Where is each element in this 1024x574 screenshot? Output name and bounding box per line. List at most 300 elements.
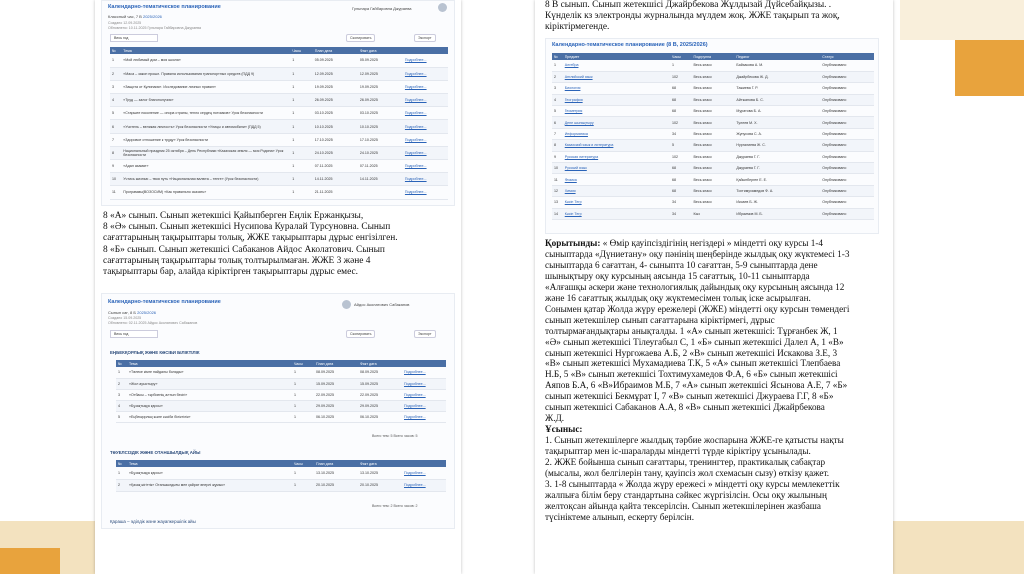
- deco-bar-top-right: [955, 40, 1024, 96]
- body-line: [545, 293, 891, 304]
- table-cell: Опубликовано: [820, 197, 874, 208]
- table-cell: 03.10.2025: [313, 107, 358, 120]
- table-cell: 24.10.2025: [358, 146, 403, 159]
- pager-1: Всего тем: 5 Всего часов: 5: [372, 434, 418, 438]
- table-row: [110, 54, 448, 67]
- table-cell: 17.10.2025: [313, 133, 358, 146]
- table-cell: «Төлеке кімге пайдалы болады»: [127, 367, 292, 378]
- table-cell: Весь класс: [692, 106, 735, 117]
- table-cell: Опубликовано: [820, 94, 874, 105]
- ktp2-class-line: [108, 310, 156, 315]
- period-select[interactable]: Весь год: [110, 330, 158, 338]
- table-cell: 1: [290, 94, 313, 107]
- table-cell: 7: [110, 133, 121, 146]
- table-row: [552, 106, 874, 117]
- table-cell: Весь класс: [692, 60, 735, 71]
- table-cell: 1: [292, 467, 314, 479]
- row-link[interactable]: Подробнее...: [402, 467, 446, 479]
- body-text: түсініктеме алынып, ескерту берілсін.: [545, 511, 695, 522]
- column-header: [402, 360, 446, 367]
- table-cell: 11: [552, 174, 563, 185]
- deco-bar-bottom-right: [893, 521, 1024, 574]
- table-cell: 1: [290, 173, 313, 186]
- column-header: Предмет: [563, 53, 670, 60]
- row-link[interactable]: Подробнее...: [403, 54, 448, 67]
- table-cell: 05.09.2025: [358, 54, 403, 67]
- body-line: [545, 260, 891, 271]
- table-cell: 4: [116, 400, 127, 411]
- table-cell: Муратова Б. А.: [734, 106, 820, 117]
- table-cell: Джураева Г. Г.: [734, 151, 820, 162]
- table-row: [110, 146, 448, 159]
- table-cell: 2: [116, 378, 127, 389]
- row-link[interactable]: Физика: [563, 174, 670, 185]
- table-row: [552, 117, 874, 128]
- table-cell: 21.11.2025: [313, 186, 358, 199]
- body-line: [545, 271, 891, 282]
- ktp2-class: Сынып сағ, 8 Б: [108, 310, 136, 315]
- table-cell: 68: [670, 83, 691, 94]
- table-cell: 19.09.2025: [313, 80, 358, 93]
- row-link[interactable]: Кәсіп Тегр: [563, 208, 670, 219]
- table-row: [110, 94, 448, 107]
- table-cell: «Жол ауыстыру»: [127, 378, 292, 389]
- avatar: [342, 300, 351, 309]
- ktp-class: Классный час, 7 В: [108, 14, 142, 19]
- body-line: [545, 501, 891, 512]
- table-cell: «Отбасы – тәрбиенің алтын бесігі»: [127, 389, 292, 400]
- table-cell: 8: [552, 140, 563, 151]
- ktp-table: [110, 47, 448, 200]
- row-link[interactable]: Геометрия: [563, 106, 670, 117]
- body-text: Сонымен қатар Жолда жүру ережелері (ЖЖЕ) міндетті оқу курсын төмендегі: [545, 303, 850, 314]
- body-text: «Ә» сынып жетекшісі Тілеугабыл С, 1 «Б» сынып жетекшісі Далел А, 1 «В»: [545, 336, 844, 347]
- body-line: [545, 304, 891, 315]
- body-text: 1. Сынып жетекшілерге жылдық тәрбие жоспарына ЖЖЕ-ге қатысты нақты: [545, 435, 844, 446]
- column-header: [402, 460, 446, 467]
- table-cell: 1: [290, 133, 313, 146]
- table-cell: 13.10.2025: [358, 467, 402, 479]
- table-row: [552, 197, 874, 208]
- table-cell: 68: [670, 185, 691, 196]
- copy-button[interactable]: Скопировать: [346, 330, 375, 338]
- body-line: [545, 249, 891, 260]
- table-cell: Джураева Г. Г.: [734, 163, 820, 174]
- table-row: [110, 120, 448, 133]
- table-cell: 68: [670, 106, 691, 117]
- row-link[interactable]: Подробнее...: [403, 160, 448, 173]
- table-cell: 1: [290, 146, 313, 159]
- table-cell: 1: [290, 80, 313, 93]
- column-header: [403, 47, 448, 54]
- body-text: жалпыға білім беру стандартына сәйкес жүргізілсін. Осы оқу жылының: [545, 489, 827, 500]
- row-link[interactable]: Русская литература: [563, 151, 670, 162]
- table-cell: 5: [670, 140, 691, 151]
- table-row: [552, 71, 874, 82]
- table-row: [110, 160, 448, 173]
- column-header: Статус: [820, 53, 874, 60]
- body-heading: Ұсыныс:: [545, 424, 583, 435]
- table-cell: 11: [110, 186, 121, 199]
- table-row: [110, 173, 448, 186]
- table-cell: 14.11.2025: [313, 173, 358, 186]
- table-cell: 2: [116, 479, 127, 491]
- table-cell: Опубликовано: [820, 163, 874, 174]
- para-line: сағаттарының тақырыптары толық толтырылмаған. ЖЖЕ 3 және 4: [103, 255, 371, 266]
- column-header: План дата: [314, 360, 358, 367]
- table-cell: 10: [110, 173, 121, 186]
- table-cell: 12: [552, 185, 563, 196]
- table-cell: 17.10.2025: [358, 133, 403, 146]
- table-cell: 102: [670, 71, 691, 82]
- column-header: План дата: [314, 460, 358, 467]
- table-cell: 19.09.2025: [358, 80, 403, 93]
- table-cell: Опубликовано: [820, 140, 874, 151]
- body-line: [545, 337, 891, 348]
- table-cell: 20.10.2025: [358, 479, 402, 491]
- table-row: [552, 128, 874, 139]
- table-cell: Опубликовано: [820, 83, 874, 94]
- table-cell: «Мой любимый дом – моя школа»: [121, 54, 290, 67]
- table-cell: 22.09.2025: [358, 389, 402, 400]
- table-cell: 1: [292, 367, 314, 378]
- body-line: [545, 424, 891, 435]
- table-cell: 3: [116, 389, 127, 400]
- table-cell: 34: [670, 128, 691, 139]
- body-text: шынықтыру оқу курсының аясында 15 сағаттық, 10-11 сыныптарда: [545, 270, 810, 281]
- period-select[interactable]: Весь год: [110, 34, 158, 42]
- row-link[interactable]: Подробнее...: [403, 173, 448, 186]
- table-cell: 4: [552, 94, 563, 105]
- table-row: [552, 185, 874, 196]
- table-cell: Весь класс: [692, 117, 735, 128]
- ktp-created: Создано 12.09.2025: [108, 21, 142, 25]
- row-link[interactable]: Подробнее...: [403, 186, 448, 199]
- table-cell: 1: [670, 60, 691, 71]
- section-title-2: ТӘУЕЛСІЗДІК ЖӘНЕ ОТАНШЫЛДЫҚ АЙЫ: [110, 450, 201, 455]
- table-cell: «Адал азамат»: [121, 160, 290, 173]
- table-cell: 1: [292, 378, 314, 389]
- column-header: Тема: [127, 460, 292, 467]
- row-link[interactable]: Подробнее...: [403, 107, 448, 120]
- row-link[interactable]: Подробнее...: [403, 146, 448, 159]
- body-text: тақырыптар мен іс-шараларды міндетті түрде кіріктіру ұсынылады.: [545, 446, 811, 457]
- table-cell: «Здоровое отношение к труду» Урок безопасности: [121, 133, 290, 146]
- table-cell: [358, 186, 403, 199]
- table-cell: 7: [552, 128, 563, 139]
- avatar: [438, 3, 447, 12]
- body-text: Н.Б, 5 «В» сынып жетекшісі Тохтимухамедов Ф.А, 6 «Б» сынып жетекшісі: [545, 369, 838, 380]
- body-text: «В» сынып жетекшісі Мухамадиева Т.К, 5 «А» сынып жетекшісі Тлепбаева: [545, 358, 841, 369]
- column-header: №: [110, 47, 121, 54]
- table-cell: Весь класс: [692, 174, 735, 185]
- table-cell: Опубликовано: [820, 60, 874, 71]
- ktp2-updated: Обновлено: 02.11.2025 Айдос Аколатович Сабаканов: [108, 321, 198, 325]
- column-header: Часы: [290, 47, 313, 54]
- intro-line: 8 В сынып. Сынып жетекшісі Джайрбекова Жұлдызай Дүйсебайқызы. .: [545, 0, 832, 10]
- ktp2-year: 2025/2026: [137, 310, 157, 315]
- table-cell: 1: [552, 60, 563, 71]
- column-header: Тема: [121, 47, 290, 54]
- table-cell: Опубликовано: [820, 151, 874, 162]
- table-cell: 102: [670, 151, 691, 162]
- table-cell: 4: [110, 94, 121, 107]
- body-text: толтырмағандықтары анықталды. 1 «А» сынып жетекшісі: Тұрғанбек Ж, 1: [545, 325, 838, 336]
- table-cell: 22.09.2025: [314, 389, 358, 400]
- body-text: « Өмір қауіпсіздігінің негіздері » міндетті оқу курсы 1-4: [600, 238, 823, 248]
- intro-line: кіріктірмегенде.: [545, 22, 610, 33]
- column-header: Факт дата: [358, 460, 402, 467]
- table-cell: 08.09.2025: [358, 367, 402, 378]
- ktp2-teacher: Айдос Аколатович Сабаканов: [354, 302, 410, 307]
- right-intro: [545, 0, 889, 34]
- para-line: 8 «А» сынып. Сынып жетекшісі Қайыпберген Еңлік Ержанқызы,: [103, 211, 364, 221]
- body-text: сынып жетекшісі Нургожаева А.Б, 2 «В» сынып жетекшісі Искакова З.Е, 3: [545, 347, 838, 358]
- column-header: №: [116, 360, 127, 367]
- column-header: Часы: [292, 460, 314, 467]
- table-cell: 08.09.2025: [314, 367, 358, 378]
- table-row: [116, 467, 446, 479]
- row-link[interactable]: Химия: [563, 185, 670, 196]
- table-cell: «Қазақ жігіттік» Отаншылдығы мен қайрат өнерлі жұмыс»: [127, 479, 292, 491]
- table-cell: 102: [670, 117, 691, 128]
- table-row: [552, 174, 874, 185]
- table-cell: Тулеев М. Х.: [734, 117, 820, 128]
- table-cell: 5: [552, 106, 563, 117]
- table-row: [110, 186, 448, 199]
- body-text: (мысалы, жол белгілерін тану, қауіпсіз жол схемасын сызу) өткізу қажет.: [545, 468, 830, 479]
- table-row: [552, 208, 874, 219]
- column-header: №: [116, 460, 127, 467]
- copy-button[interactable]: Скопировать: [346, 34, 375, 42]
- table-row: [110, 133, 448, 146]
- body-line: [545, 402, 891, 413]
- table-cell: 1: [110, 54, 121, 67]
- table-row: [116, 378, 446, 389]
- ktp2-table-2: [116, 460, 446, 492]
- table-cell: 2: [552, 71, 563, 82]
- body-text: Аяпов Б.А, 6 «В»Ибраимов М.Б, 7 «А» сынып жетекшісі Ясынова А.Е, 7 «Б»: [545, 380, 848, 391]
- row-link[interactable]: Подробнее...: [403, 133, 448, 146]
- row-link[interactable]: Подробнее...: [403, 120, 448, 133]
- row-link[interactable]: Подробнее...: [402, 479, 446, 491]
- table-cell: Национальный праздник 25 октября – День Республики «Казахская земля — моя Родина» Урок безопасности: [121, 146, 290, 159]
- column-header: План дата: [313, 47, 358, 54]
- body-line: [545, 282, 891, 293]
- body-line: [545, 315, 891, 326]
- screenshot-ktp-8b: [101, 293, 455, 529]
- body-text: және 16 сағаттық жылдық оқу жүктемесімен толық іске асырылған.: [545, 292, 811, 303]
- body-line: [545, 391, 891, 402]
- para-line: сағаттарының тақырыптары толық, ЖЖЕ тақырыптары дұрыс енгізілген.: [103, 233, 398, 244]
- table-cell: 6: [552, 117, 563, 128]
- row-link[interactable]: Русский язык: [563, 163, 670, 174]
- row-link[interactable]: Подробнее...: [403, 94, 448, 107]
- row-link[interactable]: Подробнее...: [402, 411, 446, 422]
- table-cell: Джайрбекова Ж. Д.: [734, 71, 820, 82]
- table-cell: «Труд — залог благополучия»: [121, 94, 290, 107]
- table-cell: 9: [110, 160, 121, 173]
- right-body: [545, 238, 891, 523]
- table-cell: Тажиева Г. Р.: [734, 83, 820, 94]
- body-line: [545, 369, 891, 380]
- body-line: [545, 238, 891, 249]
- table-cell: 15.09.2025: [314, 378, 358, 389]
- row-link[interactable]: Подробнее...: [402, 378, 446, 389]
- table-cell: Весь класс: [692, 197, 735, 208]
- table-cell: Весь класс: [692, 185, 735, 196]
- table-cell: 14: [552, 208, 563, 219]
- table-cell: 07.11.2025: [358, 160, 403, 173]
- row-link[interactable]: Подробнее...: [402, 400, 446, 411]
- body-line: [545, 457, 891, 468]
- table-cell: 12.09.2025: [358, 67, 403, 80]
- body-text: 2. ЖЖЕ бойынша сынып сағаттары, тренингтер, практикалық сабақтар: [545, 457, 826, 468]
- column-header: Факт дата: [358, 360, 402, 367]
- export-button[interactable]: Экспорт: [414, 34, 436, 42]
- table-cell: 1: [290, 107, 313, 120]
- table-row: [116, 411, 446, 422]
- row-link[interactable]: Подробнее...: [402, 389, 446, 400]
- row-link[interactable]: Дене шынықтыру: [563, 117, 670, 128]
- body-line: [545, 380, 891, 391]
- table-cell: Иксаев Б. Ж.: [734, 197, 820, 208]
- table-cell: 34: [670, 208, 691, 219]
- table-cell: 1: [290, 54, 313, 67]
- table-cell: Учтись жизнью – твоя путь «Национальная валюта – тенге» (Урок безопасности): [121, 173, 290, 186]
- column-header: Тема: [127, 360, 292, 367]
- table-cell: 1: [116, 467, 127, 479]
- table-cell: 1: [292, 479, 314, 491]
- table-cell: Қайыпберген Е. Е.: [734, 174, 820, 185]
- table-cell: Опубликовано: [820, 174, 874, 185]
- table-cell: 5: [110, 107, 121, 120]
- ktp2-created: Создано 15.09.2025: [108, 316, 142, 320]
- table-cell: «Защита от Кулинаия». Исследование личных правил»: [121, 80, 290, 93]
- table-cell: 1: [292, 411, 314, 422]
- table-cell: 20.10.2025: [314, 479, 358, 491]
- table-cell: Весь класс: [692, 140, 735, 151]
- row-link[interactable]: Подробнее...: [403, 67, 448, 80]
- table-cell: Жунусова С. А.: [734, 128, 820, 139]
- table-cell: 15.09.2025: [358, 378, 402, 389]
- export-button[interactable]: Экспорт: [414, 330, 436, 338]
- body-line: [545, 446, 891, 457]
- table-cell: Программы(ВОЗОСИМ) «Как правильно сказать»: [121, 186, 290, 199]
- body-text: сыныптарда 6 сағаттан, 4- сыныпта 10 сағаттан, 5-9 сыныптарда дене: [545, 259, 818, 270]
- row-link[interactable]: Биология: [563, 83, 670, 94]
- column-header: Часы: [292, 360, 314, 367]
- table-row: [110, 80, 448, 93]
- section-title-3: Қараша – әділдік және жауапкершілік айы: [110, 519, 196, 524]
- document-page-right: [535, 0, 893, 574]
- deco-bar-top-right-light: [900, 0, 1024, 40]
- table-row: [116, 479, 446, 491]
- left-paragraph: [103, 211, 459, 278]
- body-line: [545, 348, 891, 359]
- table-cell: 03.10.2025: [358, 107, 403, 120]
- table-row: [552, 151, 874, 162]
- document-page-left: [95, 0, 461, 574]
- para-line: тақырыптары бар, алайда кіріктірген тақырыптары дұрыс емес.: [103, 267, 359, 278]
- table-row: [110, 107, 448, 120]
- table-cell: Весь класс: [692, 128, 735, 139]
- table-cell: 1: [292, 400, 314, 411]
- table-row: [552, 83, 874, 94]
- table-row: [116, 367, 446, 378]
- row-link[interactable]: Алгебра: [563, 60, 670, 71]
- row-link[interactable]: Кәсіп Тегр: [563, 197, 670, 208]
- row-link[interactable]: Казахский язык и литература: [563, 140, 670, 151]
- ktp-year: 2025/2026: [142, 14, 162, 19]
- screenshot-ktp-7v: [101, 0, 455, 206]
- table-cell: «Старшее поколение — опора страны, тепло сердец потомков» Урок безопасности: [121, 107, 290, 120]
- table-row: [552, 60, 874, 71]
- row-link[interactable]: Подробнее...: [402, 367, 446, 378]
- table-row: [110, 67, 448, 80]
- body-text: Ж.Д.: [545, 413, 565, 424]
- ktp-title: Календарно-тематическое планирование: [108, 4, 221, 10]
- table-cell: 26.09.2025: [313, 94, 358, 107]
- table-cell: 24.10.2025: [313, 146, 358, 159]
- table-cell: 5: [116, 411, 127, 422]
- table-cell: Опубликовано: [820, 185, 874, 196]
- table-cell: Опубликовано: [820, 71, 874, 82]
- table-cell: 8: [110, 146, 121, 159]
- table-cell: 6: [110, 120, 121, 133]
- table-row: [116, 389, 446, 400]
- table-cell: Весь класс: [692, 163, 735, 174]
- table-cell: Опубликовано: [820, 106, 874, 117]
- table-cell: 29.09.2025: [358, 400, 402, 411]
- table-cell: Байзакова А. М.: [734, 60, 820, 71]
- table-cell: 1: [290, 160, 313, 173]
- body-text: «Алғашқы әскери және технологиялық дайындық оқу курсының аясында 12: [545, 281, 845, 292]
- column-header: Подгруппа: [692, 53, 735, 60]
- table-cell: 1: [290, 120, 313, 133]
- body-text: сынып жетекшісі Сабаканов А.А, 8 «В» сынып жетекшісі Джайрбекова: [545, 402, 825, 413]
- table-cell: Опубликовано: [820, 117, 874, 128]
- table-cell: Айтжанова Б. С.: [734, 94, 820, 105]
- table-cell: 34: [670, 197, 691, 208]
- table-cell: «Еңбекқорлық және кәсіби біліктілік»: [127, 411, 292, 422]
- table-cell: 3: [552, 83, 563, 94]
- table-cell: Весь класс: [692, 94, 735, 105]
- body-heading: Қорытынды:: [545, 238, 601, 248]
- row-link[interactable]: Английский язык: [563, 71, 670, 82]
- table-cell: Весь класс: [692, 151, 735, 162]
- body-line: [545, 435, 891, 446]
- row-link[interactable]: География: [563, 94, 670, 105]
- body-line: [545, 326, 891, 337]
- subjects-title: Календарно-тематическое планирование (8 В, 2025/2026): [552, 42, 708, 48]
- table-cell: 1: [116, 367, 127, 378]
- table-cell: Весь класс: [692, 71, 735, 82]
- table-row: [552, 163, 874, 174]
- row-link[interactable]: Информатика: [563, 128, 670, 139]
- row-link[interactable]: Подробнее...: [403, 80, 448, 93]
- body-line: [545, 358, 891, 369]
- body-line: [545, 468, 891, 479]
- table-row: [552, 94, 874, 105]
- body-text: 3. 1-8 сыныптарда « Жолда жүру ережесі » міндетті оқу курсы мемлекеттік: [545, 478, 840, 489]
- table-cell: 68: [670, 163, 691, 174]
- table-cell: 9: [552, 151, 563, 162]
- table-cell: Опубликовано: [820, 208, 874, 219]
- ktp-teacher: Гульнара Гайбаровна Джураева: [352, 6, 412, 11]
- table-cell: 3: [110, 80, 121, 93]
- table-cell: Кыз: [692, 208, 735, 219]
